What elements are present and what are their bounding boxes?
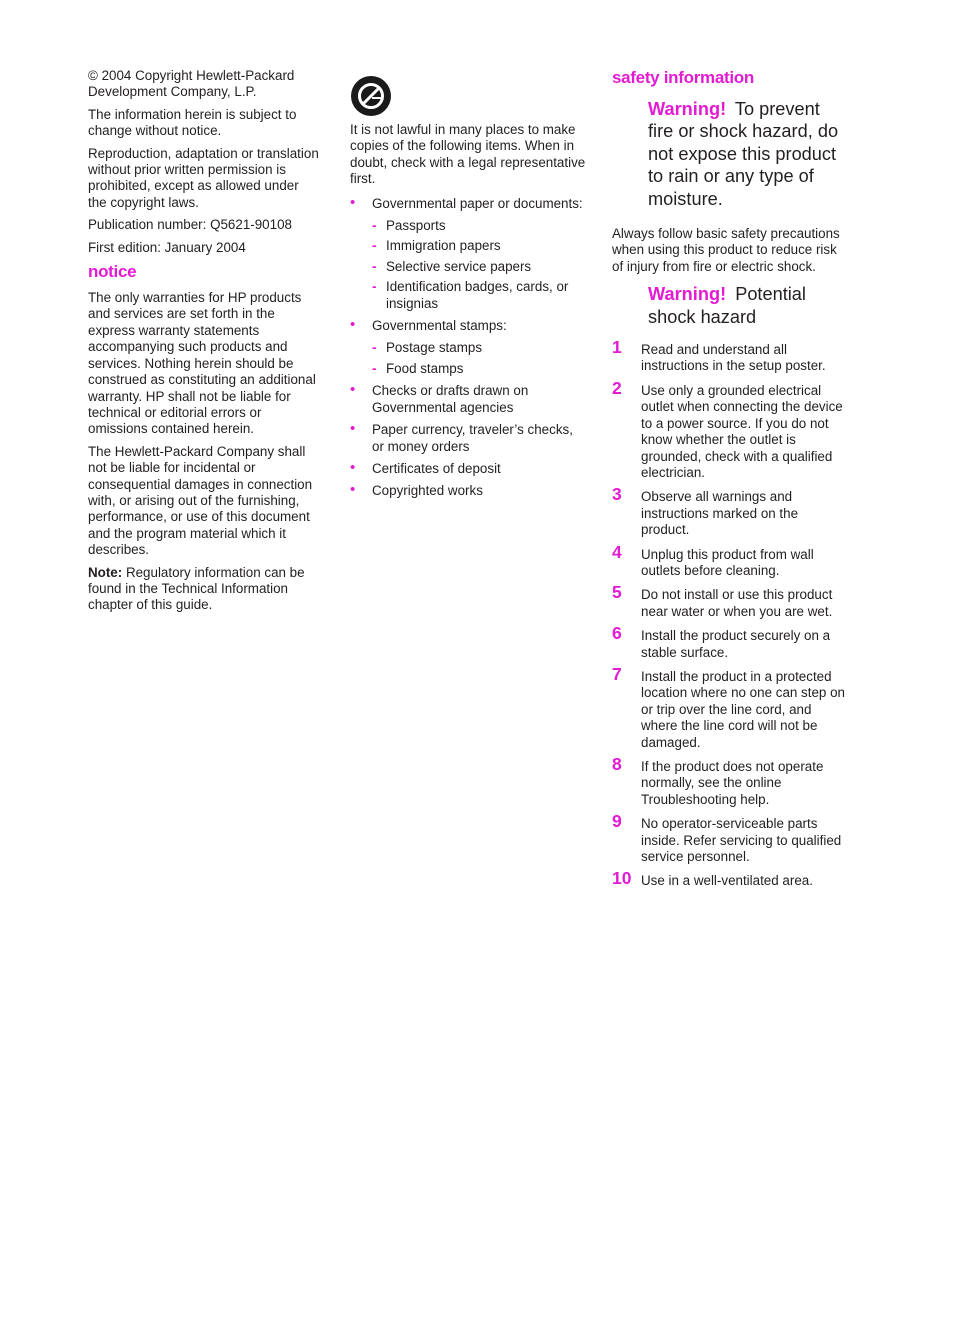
sub-list-item xyxy=(372,238,586,254)
step-number: 7 xyxy=(612,663,622,684)
step-text: Read and understand all instructions in the setup poster. xyxy=(641,342,826,374)
step-text: No operator-serviceable parts inside. Refer servicing to qualified service personnel. xyxy=(641,816,842,865)
bullet-icon: • xyxy=(350,420,356,438)
list-item-text: Copyrighted works xyxy=(372,483,483,499)
note-paragraph xyxy=(88,565,320,614)
list-item-text: Certificates of deposit xyxy=(372,460,501,476)
sub-list-item-text: Identification badges, cards, or insignias xyxy=(386,279,569,311)
safety-intro: Always follow basic safety precautions when using this product to reduce risk of injury from fire or electric shock. xyxy=(612,226,840,274)
step-number: 6 xyxy=(612,623,622,644)
bullet-icon: • xyxy=(350,316,356,334)
sub-list-item-text: Selective service papers xyxy=(386,258,532,274)
safety-step xyxy=(612,623,848,661)
sub-list xyxy=(372,340,586,377)
safety-step xyxy=(612,337,848,375)
list-item xyxy=(350,383,586,416)
bullet-icon: • xyxy=(350,481,356,499)
warning-label: Warning! xyxy=(648,99,727,119)
sub-list-item-text: Passports xyxy=(386,218,446,234)
dash-icon: - xyxy=(372,218,377,234)
step-text: If the product does not operate normally, see the online Troubleshooting help. xyxy=(641,759,824,807)
note-label: Note: xyxy=(88,564,123,580)
step-text: Install the product in a protected location where no one can step on or trip over the line cord, and where the line cord will not be damaged. xyxy=(641,668,845,750)
sub-list-item-text: Postage stamps xyxy=(386,340,483,356)
list-item xyxy=(350,193,586,312)
bullet-icon: • xyxy=(350,458,356,476)
step-number: 5 xyxy=(612,582,622,603)
safety-step xyxy=(612,663,848,751)
safety-step xyxy=(612,868,848,889)
notice-heading: notice xyxy=(88,262,137,282)
safety-step xyxy=(612,754,848,808)
sub-list-item xyxy=(372,259,586,275)
legal-intro: It is not lawful in many places to make copies of the following items. When in doubt, check with a legal representative first. xyxy=(350,122,586,187)
list-item-text: Paper currency, traveler’s checks, or money orders xyxy=(372,422,573,454)
safety-heading: safety information xyxy=(612,68,754,87)
sub-list-item xyxy=(372,279,586,312)
first-edition: First edition: January 2004 xyxy=(88,239,246,255)
publication-number: Publication number: Q5621-90108 xyxy=(88,217,292,233)
safety-steps-list xyxy=(612,337,848,890)
step-number: 2 xyxy=(612,377,622,398)
step-text: Observe all warnings and instructions marked on the product. xyxy=(641,489,799,538)
subject-to-change-text: The information herein is subject to change without notice. xyxy=(88,106,297,139)
sub-list-item xyxy=(372,340,586,356)
bullet-icon: • xyxy=(350,193,356,211)
reproduction-text: Reproduction, adaptation or translation without prior written permission is prohibited, except as allowed under the copyright laws. xyxy=(88,145,319,210)
step-text: Use in a well-ventilated area. xyxy=(641,873,813,889)
list-item xyxy=(350,318,586,377)
step-number: 3 xyxy=(612,484,622,505)
step-number: 8 xyxy=(612,754,622,774)
step-text: Use only a grounded electrical outlet when connecting the device to a power source. If you do not know whether the outlet is grounded, check with a qualified electrician. xyxy=(641,382,843,480)
warning-label: Warning! xyxy=(648,284,727,305)
shock-warning xyxy=(648,283,848,328)
liability-text: The Hewlett-Packard Company shall not be liable for incidental or consequential damages in connection with, or arising out of the furnishing, performance, or use of this document and the program material which it describes. xyxy=(88,443,313,558)
sub-list xyxy=(372,218,586,312)
sub-list-item xyxy=(372,218,586,234)
warning-text: To prevent fire or shock hazard, do not expose this product to rain or any type of moisture. xyxy=(648,99,839,209)
bullet-icon: • xyxy=(350,381,356,399)
sub-list-item-text: Food stamps xyxy=(386,360,464,376)
list-item-text: Governmental paper or documents: xyxy=(372,195,583,211)
list-item-text: Checks or drafts drawn on Governmental agencies xyxy=(372,383,529,415)
list-item xyxy=(350,483,586,499)
list-item xyxy=(350,458,586,477)
safety-step xyxy=(612,582,848,620)
list-item-text: Governmental stamps: xyxy=(372,318,507,334)
safety-step xyxy=(612,541,848,580)
step-number: 9 xyxy=(612,811,622,832)
step-text: Install the product securely on a stable surface. xyxy=(641,628,831,660)
step-number: 10 xyxy=(612,868,632,889)
right-column xyxy=(612,68,848,898)
step-text: Do not install or use this product near water or when you are wet. xyxy=(641,587,833,619)
warning-text: Potential shock hazard xyxy=(648,284,806,327)
sub-list-item-text: Immigration papers xyxy=(386,238,501,254)
warranty-text: The only warranties for HP products and services are set forth in the express warranty statements accompanying such products and services. Nothing herein should be construed as constituting an additional warranty. HP shall not be liable for technical or editorial errors or omissions contained herein. xyxy=(88,290,316,437)
no-copy-icon xyxy=(350,75,392,117)
dash-icon: - xyxy=(372,279,377,295)
sub-list-item xyxy=(372,361,586,377)
list-item xyxy=(350,422,586,455)
step-text: Unplug this product from wall outlets before cleaning. xyxy=(641,546,814,578)
step-number: 4 xyxy=(612,541,622,562)
safety-step xyxy=(612,377,848,481)
copyright-text: © 2004 Copyright Hewlett-Packard Development Company, L.P. xyxy=(88,68,295,100)
restricted-items-list xyxy=(350,193,586,500)
safety-step xyxy=(612,811,848,865)
dash-icon: - xyxy=(372,340,377,356)
moisture-warning xyxy=(648,98,848,210)
step-number: 1 xyxy=(612,337,622,358)
note-text: Regulatory information can be found in the Technical Information chapter of this guide. xyxy=(88,564,305,613)
middle-column xyxy=(350,75,586,506)
dash-icon: - xyxy=(372,258,377,274)
safety-step xyxy=(612,484,848,538)
left-column xyxy=(88,68,320,620)
dash-icon: - xyxy=(372,360,377,376)
dash-icon: - xyxy=(372,238,377,254)
